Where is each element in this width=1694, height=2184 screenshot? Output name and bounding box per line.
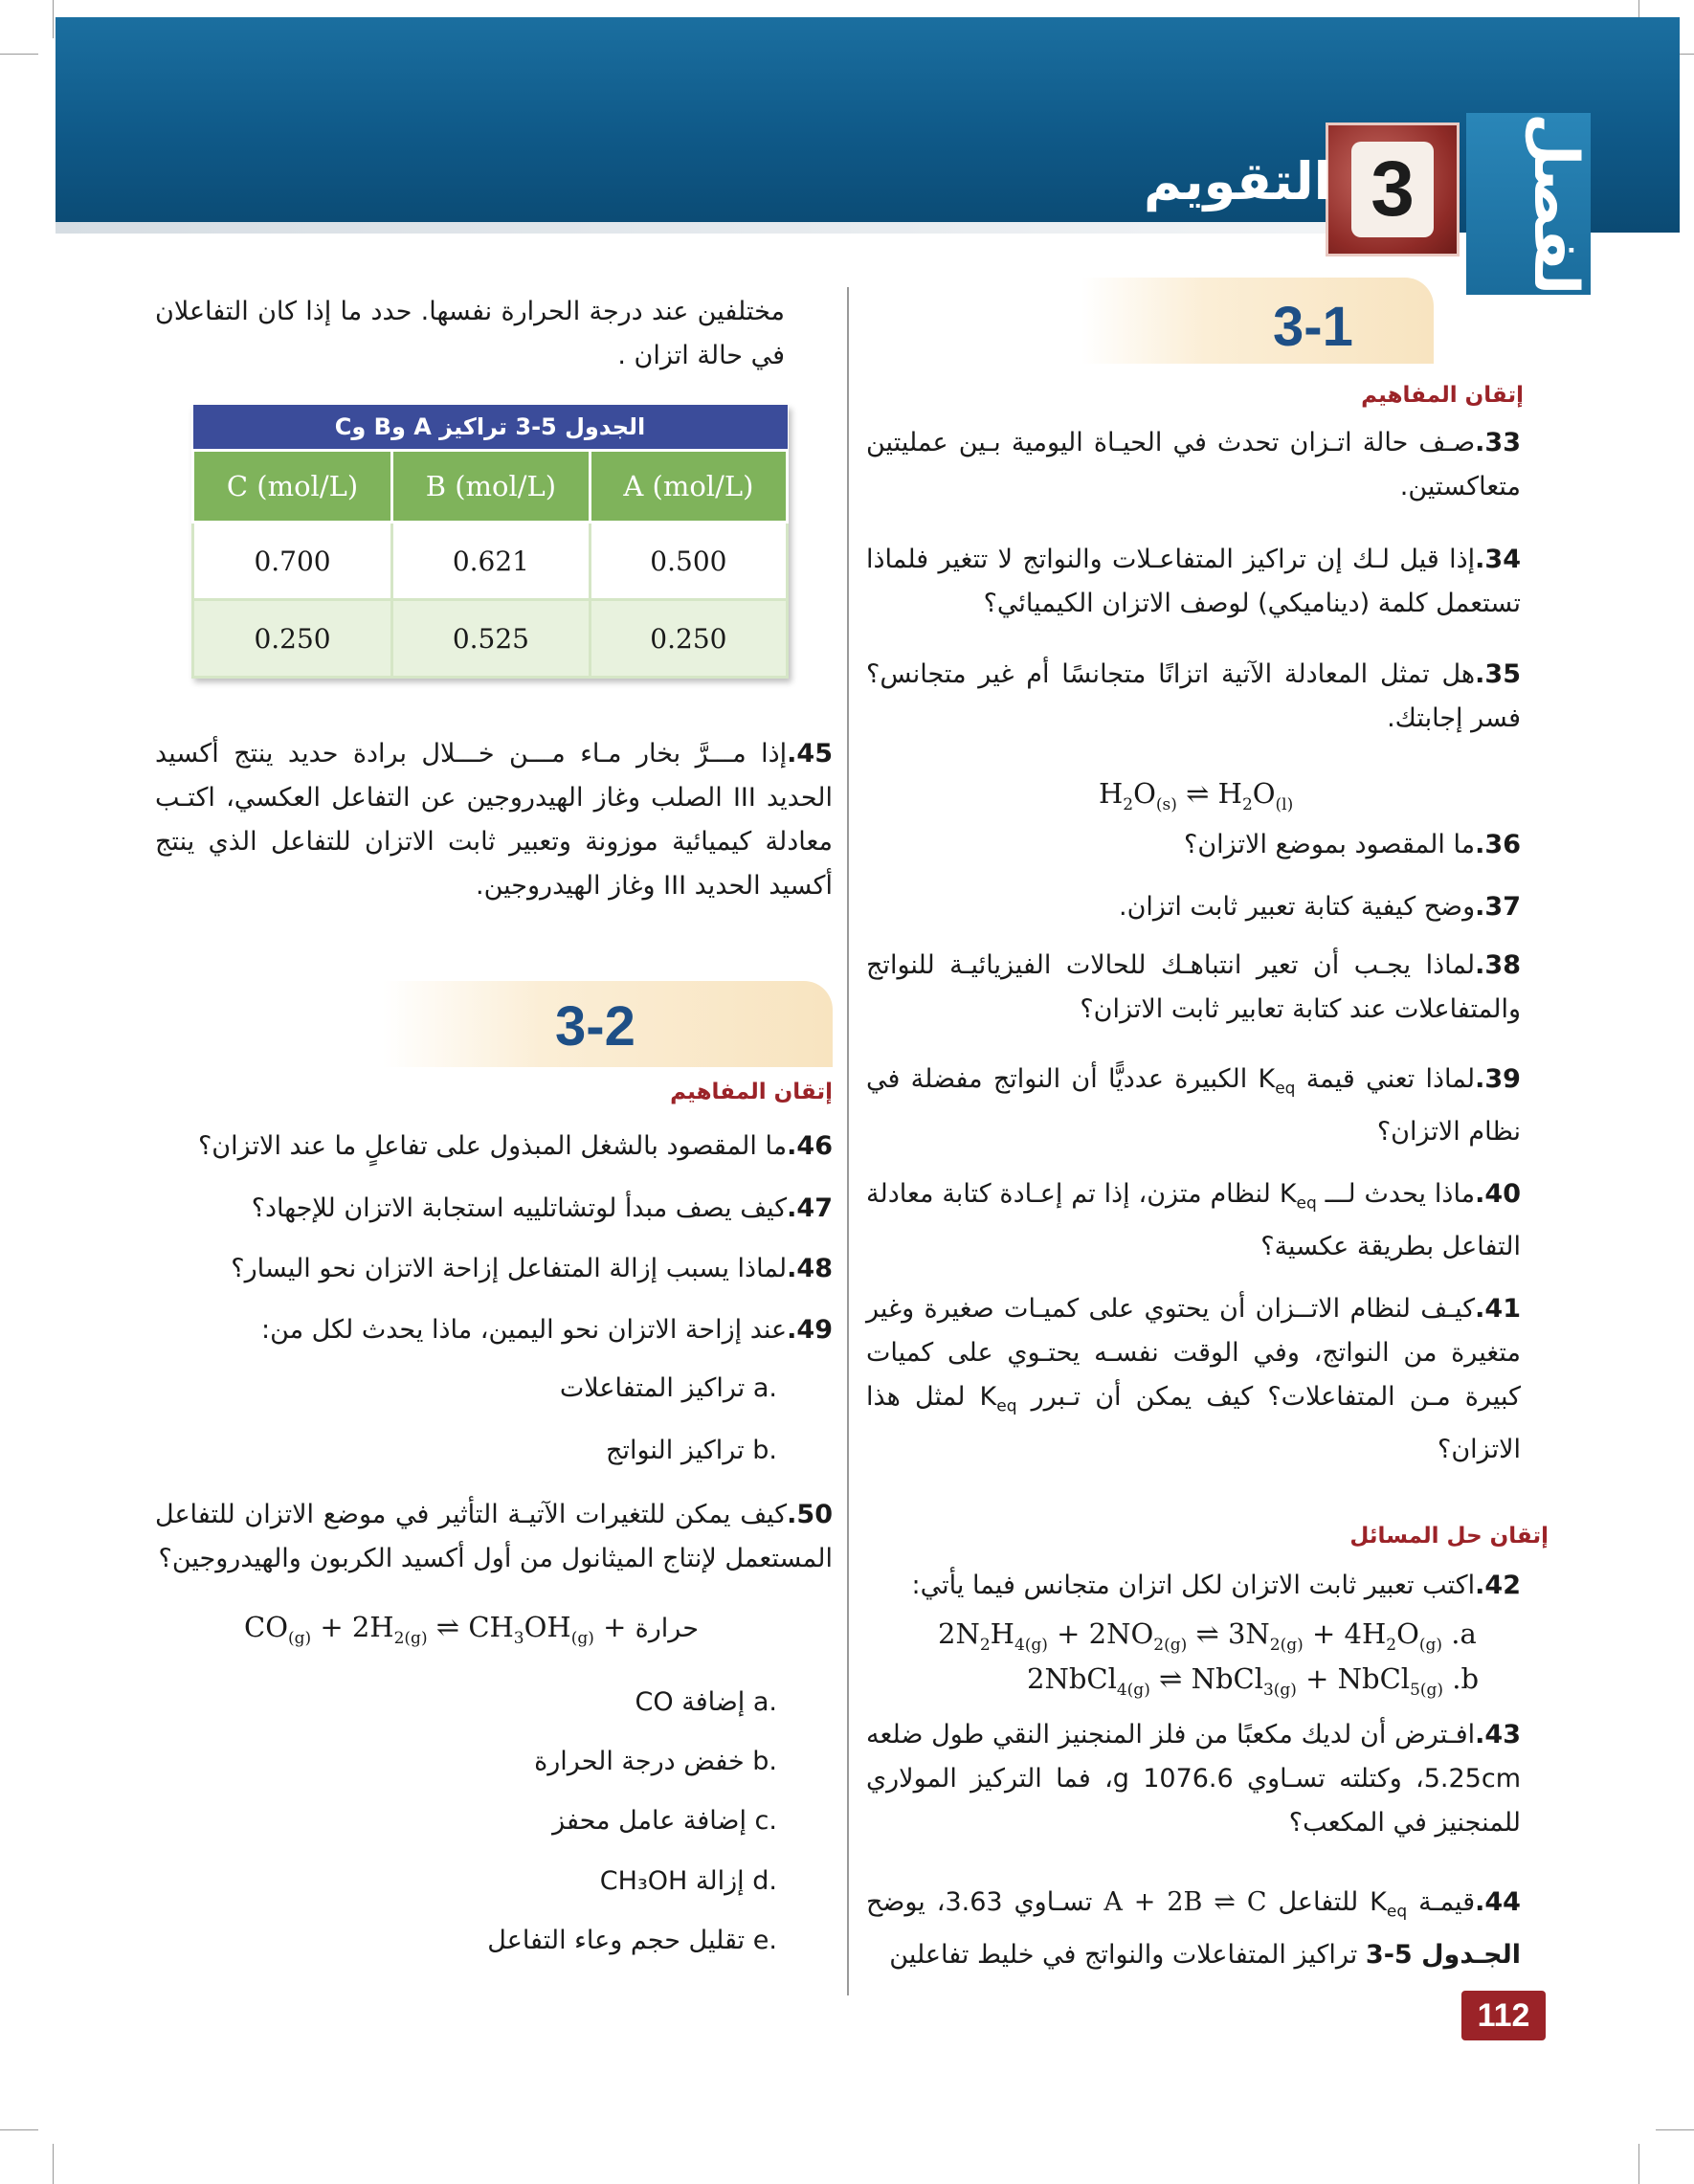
chapter-word: الفصل (1466, 113, 1591, 295)
question-33: 33.صـف حالة اتـزان تحدث في الحيـاة اليومية بـين عمليتين متعاكستين. (866, 428, 1521, 501)
table-header: B (mol/L) (392, 451, 591, 523)
table-header: A (mol/L) (590, 451, 787, 523)
question-46: 46.ما المقصود بالشغل المبذول على تفاعلٍ ما عند الاتزان؟ (197, 1131, 833, 1161)
question-50-option-c: .c إضافة عامل محفز (552, 1806, 777, 1836)
question-34: 34.إذا قيل لـك إن تراكيز المتفاعـلات والنواتج لا تتغير فلماذا تستعمل كلمة (ديناميكي) لوصف الاتزان الكيميائي؟ (866, 545, 1521, 618)
question-37: 37.وضح كيفية كتابة تعبير ثابت اتزان. (1119, 892, 1521, 922)
column-divider (847, 287, 849, 1995)
crop-mark (0, 54, 38, 55)
question-50-option-a: .a إضافة CO (635, 1687, 777, 1717)
chapter-title: التقويم (1144, 151, 1332, 212)
question-42: 42.اكتب تعبير ثابت الاتزان لكل اتزان متجانس فيما يأتي: (911, 1571, 1521, 1600)
subheading-concepts: إتقان المفاهيم (1361, 383, 1524, 408)
question-35: 35.هل تمثل المعادلة الآتية اتزانًا متجانسًا أم غير متجانس؟ فسر إجابتك. (866, 659, 1521, 733)
table-cell: 0.525 (392, 600, 591, 678)
question-50: 50.كيف يمكن للتغيرات الآتيـة التأثير في موضع الاتزان للتفاعل المستعمل لإنتاج الميثانول من أول أكسيد الكربون والهيدروجين؟ (155, 1500, 833, 1573)
table-cell: 0.250 (193, 600, 392, 678)
question-44: 44.قيمـة $K_{eq}$ للتفاعل A + 2B ⇌ C تسـاوي 3.63، يوضح الجـدول 5-3 تراكيز المتفاعلات والنواتج في خليط تفاعلين (866, 1887, 1521, 1971)
question-41: 41.كيـف لنظام الاتــزان أن يحتوي على كميـات صغيرة وغير متغيرة من النواتج، وفي الوقت نفسـه يحتـوي على كميات كبيرة مـن المتفاعلات؟ كيف يمكن أن تـبرر $K_{eq}$ لمثل هذا الاتزان؟ (866, 1294, 1521, 1465)
table-cell: 0.250 (590, 600, 787, 678)
table-header: C (mol/L) (193, 451, 392, 523)
question-40: 40.ماذا يحدث لـــ $K_{eq}$ لنظام متزن، إذا تم إعـادة كتابة معادلة التفاعل بطريقة عكسية؟ (866, 1179, 1521, 1262)
section-label: 3-1 (1273, 296, 1353, 358)
table-cell: 0.500 (590, 523, 787, 600)
question-43: 43.افـترض أن لديك مكعبًا من فلز المنجنيز النقي طول ضلعه 5.25cm، وكتلته تسـاوي 1076.6 g، فما التركيز المولاري للمنجنيز في المكعب؟ (866, 1720, 1521, 1838)
section-header-3-1 (1081, 278, 1434, 364)
equation-42a: $2N_2H_{4(g)} + 2NO_{2(g)}$ ⇌ $3N_{2(g)} + 4H_2O_{(g)}$ .a (938, 1617, 1477, 1655)
question-50-option-d: .d إزالة CH₃OH (599, 1866, 777, 1896)
question-49-option-b: .b تراكيز النواتج (606, 1436, 777, 1465)
question-36: 36.ما المقصود بموضع الاتزان؟ (1183, 830, 1521, 859)
subheading-concepts: إتقان المفاهيم (670, 1080, 833, 1104)
equation-42b: 2NbCl$_{4(g)}$ ⇌ NbCl$_{3(g)}$ + NbCl$_{5(g)}$ .b (1027, 1662, 1480, 1700)
table-row (193, 523, 788, 600)
chapter-number-badge (1326, 123, 1460, 256)
question-50-option-b: .b خفض درجة الحرارة (534, 1747, 777, 1776)
equation-methanol: $CO_{(g)} + 2H_{2(g)}$ ⇌ $CH_3OH_{(g)}$ + حرارة (244, 1611, 699, 1648)
section-label: 3-2 (555, 995, 635, 1058)
crop-mark (53, 2144, 54, 2184)
equation-water-phase: $H_2O_{(s)}$ ⇌ $H_2O_{(l)}$ (1099, 777, 1294, 814)
question-47: 47.كيف يصف مبدأ لوتشاتلييه استجابة الاتزان للإجهاد؟ (251, 1193, 833, 1223)
question-38: 38.لماذا يجـب أن تعير انتباهـك للحالات الفيزيائيـة للنواتج والمتفاعلات عند كتابة تعابير ثابت الاتزان؟ (866, 950, 1521, 1024)
question-49-option-a: .a تراكيز المتفاعلات (559, 1373, 777, 1403)
crop-mark (1656, 2129, 1694, 2130)
section-header-3-2 (383, 981, 833, 1067)
intro-text: مختلفين عند درجة الحرارة نفسها. حدد ما إذا كان التفاعلان في حالة اتزان . (155, 297, 785, 370)
table-row (193, 600, 788, 678)
question-50-option-e: .e تقليل حجم وعاء التفاعل (487, 1926, 777, 1955)
chapter-number: 3 (1351, 142, 1434, 237)
table-caption: الجدول 5-3 تراكيز A وB وC (193, 405, 788, 451)
page-number: 112 (1461, 1991, 1546, 2040)
table-concentrations (191, 405, 789, 679)
banner-shadow (56, 222, 1434, 234)
crop-mark (1638, 2144, 1639, 2184)
question-48: 48.لماذا يسبب إزالة المتفاعل إزاحة الاتزان نحو اليسار؟ (231, 1254, 833, 1283)
crop-mark (0, 2129, 38, 2130)
table-cell: 0.621 (392, 523, 591, 600)
question-49: 49.عند إزاحة الاتزان نحو اليمين، ماذا يحدث لكل من: (260, 1315, 833, 1345)
question-39: 39.لماذا تعني قيمة $K_{eq}$ الكبيرة عدديًّا أن النواتج مفضلة في نظام الاتزان؟ (866, 1064, 1521, 1148)
crop-mark (53, 0, 54, 38)
question-45: 45.إذا مـــرَّ بخار مـاء مـــن خـــلال برادة حديد ينتج أكسيد الحديد III الصلب وغاز الهيدروجين عن التفاعل العكسي، اكتـب معادلة كيميائية موزونة وتعبير ثابت الاتزان للتفاعل الذي ينتج أكسيد الحديد III وغاز الهيدروجين. (155, 739, 833, 901)
table-cell: 0.700 (193, 523, 392, 600)
subheading-problems: إتقان حل المسائل (1349, 1524, 1549, 1549)
